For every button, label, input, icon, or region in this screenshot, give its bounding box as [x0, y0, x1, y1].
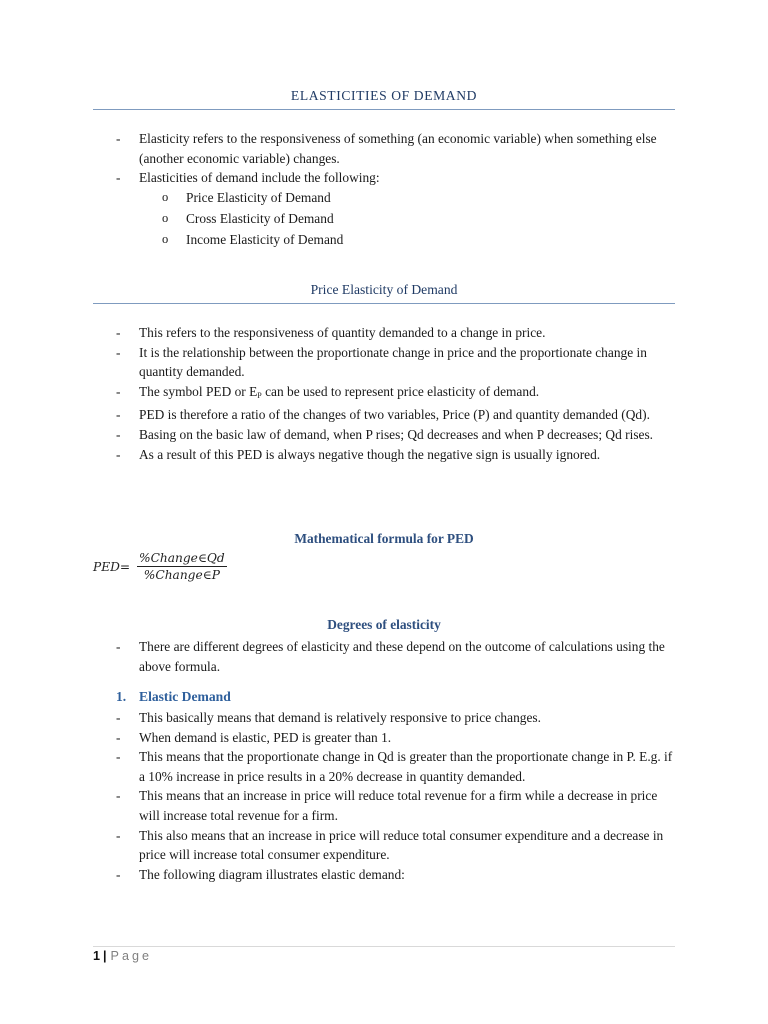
- intro-list: [116, 129, 676, 188]
- page-number: 1: [93, 949, 101, 963]
- list-item: - This also means that an increase in price will reduce total consumer expenditure and a decrease in price will increase total consumer expenditure.: [116, 826, 676, 865]
- list-item: o Income Elasticity of Demand: [162, 229, 662, 250]
- list-item: - This refers to the responsiveness of quantity demanded to a change in price.: [116, 323, 676, 343]
- elastic-demand-heading: [116, 689, 231, 705]
- list-item: - This basically means that demand is relatively responsive to price changes.: [116, 708, 676, 728]
- list-item: - Elasticity refers to the responsiveness of something (an economic variable) when something else (another economic variable) changes.: [116, 129, 676, 168]
- footer-rule: [93, 946, 675, 947]
- section-heading-ped: Price Elasticity of Demand: [310, 282, 458, 297]
- formula-heading: Mathematical formula for PED: [294, 531, 474, 546]
- ped-symbol-text: The symbol PED or E: [139, 383, 258, 399]
- list-item: o Price Elasticity of Demand: [162, 187, 662, 208]
- list-item: o Cross Elasticity of Demand: [162, 208, 662, 229]
- list-item: [116, 382, 676, 406]
- ped-list: [116, 323, 676, 464]
- ped-symbol-subscript: P: [257, 390, 262, 400]
- formula-lhs: PED=: [93, 560, 131, 574]
- list-item: - As a result of this PED is always negative though the negative sign is usually ignored.: [116, 445, 676, 465]
- section-rule: [93, 303, 675, 304]
- formula-denominator: %Change∈P: [143, 568, 220, 582]
- page-footer: [93, 949, 152, 963]
- formula-fraction: [137, 551, 227, 582]
- footer-separator: |: [103, 949, 107, 963]
- degrees-list: [116, 637, 676, 676]
- title-rule: [93, 109, 675, 110]
- list-item: - There are different degrees of elasticity and these depend on the outcome of calculations using the above formula.: [116, 637, 676, 676]
- page-label: Page: [110, 949, 152, 963]
- list-item: - Elasticities of demand include the following:: [116, 168, 676, 188]
- formula-numerator: %Change∈Qd: [139, 551, 225, 565]
- list-item: - The following diagram illustrates elastic demand:: [116, 865, 676, 885]
- degrees-heading: Degrees of elasticity: [327, 617, 441, 632]
- list-item: - When demand is elastic, PED is greater than 1.: [116, 728, 676, 748]
- list-item: - PED is therefore a ratio of the changes of two variables, Price (P) and quantity demanded (Qd).: [116, 405, 676, 425]
- document-title: ELASTICITIES OF DEMAND: [290, 88, 478, 103]
- list-item: - This means that the proportionate change in Qd is greater than the proportionate change in P. E.g. if a 10% increase in price results in a 20% decrease in quantity demanded.: [116, 747, 676, 786]
- list-item: - It is the relationship between the proportionate change in price and the proportionate change in quantity demanded.: [116, 343, 676, 382]
- list-item: - Basing on the basic law of demand, when P rises; Qd decreases and when P decreases; Qd rises.: [116, 425, 676, 445]
- elasticity-types-list: [162, 187, 662, 250]
- heading-number: 1.: [116, 689, 127, 704]
- list-item: - This means that an increase in price will reduce total revenue for a firm while a decrease in price will increase total revenue for a firm.: [116, 786, 676, 825]
- heading-title: Elastic Demand: [139, 689, 231, 704]
- ped-symbol-tail: can be used to represent price elasticity of demand.: [261, 383, 540, 399]
- elastic-demand-list: [116, 708, 676, 884]
